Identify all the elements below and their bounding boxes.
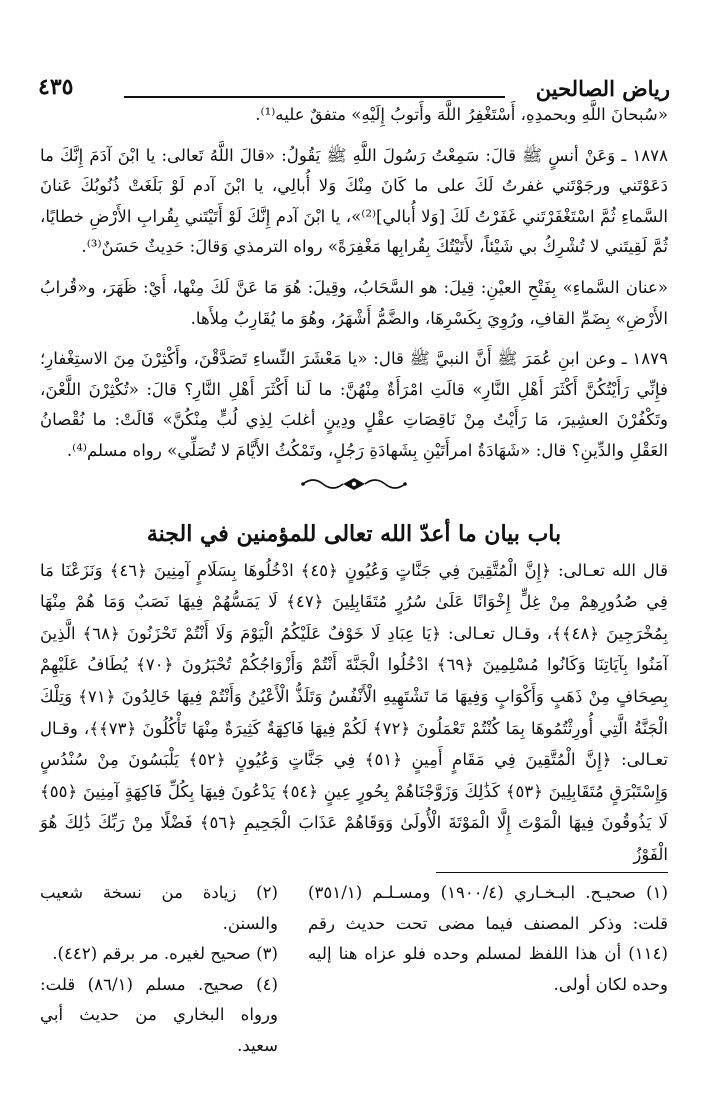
ornament-divider xyxy=(40,473,668,507)
footnote-1: (١) صحيـح. البـخـاري (١٩٠٠/٤) ومسـلـم (٣٥١/١) قلت: وذكر المصنف فيما مضى تحت حديث رقم (١١٤) أن هذا اللفظ لمسلم وحده فلو عزاه هنا إليه وحده لكان أولى. xyxy=(308,883,669,994)
footnote-rule xyxy=(436,872,668,873)
footnote-4: (٤) صحيح. مسلم (٨٦/١) قلت: ورواه البخاري من حديث أبي سعيد. xyxy=(40,974,279,1055)
paragraph-vocabulary: «عنان السَّماءِ» بِفَتْحِ العيْنِ: قِيلَ: هو السَّحَابُ، وقِيلَ: هُوَ مَا عَنَّ لَكَ مِنْها، أَيْ: ظَهَرَ، و«قُرابُ الأَرْضِ» بِضَمِّ القافِ، ورُوِيَ بِكَسْرِهَا، والضَّمُّ أَشْهَرُ، وهُوَ ما يُقَارِبُ مِلأَها. xyxy=(40,277,668,328)
quran-verses: قال الله تعـالى: ﴿إِنَّ الْمُتَّقِينَ فِي جَنَّاتٍ وَعُيُونٍ ﴿٤٥﴾ ادْخُلُوهَا بِسَلَامٍ آمِنِينَ ﴿٤٦﴾ وَنَزَعْنَا مَا فِي صُدُورِهِمْ مِنْ غِلٍّ إِخْوَانًا عَلَىٰ سُرُرٍ مُتَقَابِلِينَ ﴿٤٧﴾ لَا يَمَسُّهُمْ فِيهَا نَصَبٌ وَمَا هُمْ مِنْهَا بِمُخْرَجِينَ ﴿٤٨﴾﴾، وقـال تعـالى: ﴿يَا عِبَادِ لَا خَوْفٌ عَلَيْكُمُ الْيَوْمَ وَلَا أَنْتُمْ تَحْزَنُونَ ﴿٦٨﴾ الَّذِينَ آمَنُوا بِآيَاتِنَا وَكَانُوا مُسْلِمِينَ ﴿٦٩﴾ ادْخُلُوا الْجَنَّةَ أَنْتُمْ وَأَزْوَاجُكُمْ تُحْبَرُونَ ﴿٧٠﴾ يُطَافُ عَلَيْهِمْ بِصِحَافٍ مِنْ ذَهَبٍ وَأَكْوَابٍ وَفِيهَا مَا تَشْتَهِيهِ الْأَنْفُسُ وَتَلَذُّ الْأَعْيُنُ وَأَنْتُمْ فِيهَا خَالِدُونَ ﴿٧١﴾ وَتِلْكَ الْجَنَّةُ الَّتِي أُورِثْتُمُوهَا بِمَا كُنْتُمْ تَعْمَلُونَ ﴿٧٢﴾ لَكُمْ فِيهَا فَاكِهَةٌ كَثِيرَةٌ مِنْهَا تَأْكُلُونَ ﴿٧٣﴾﴾، وقـال تعـالى: ﴿إِنَّ الْمُتَّقِينَ فِي مَقَامٍ أَمِينٍ ﴿٥١﴾ فِي جَنَّاتٍ وَعُيُونٍ ﴿٥٢﴾ يَلْبَسُونَ مِنْ سُنْدُسٍ وَإِسْتَبْرَقٍ مُتَقَابِلِينَ ﴿٥٣﴾ كَذَٰلِكَ وَزَوَّجْنَاهُمْ بِحُورٍ عِينٍ ﴿٥٤﴾ يَدْعُونَ فِيهَا بِكُلِّ فَاكِهَةٍ آمِنِينَ ﴿٥٥﴾ لَا يَذُوقُونَ فِيهَا الْمَوْتَ إِلَّا الْمَوْتَةَ الْأُولَىٰ وَوَقَاهُمْ عَذَابَ الْجَحِيمِ ﴿٥٦﴾ فَضْلًا مِنْ رَبِّكَ ذَٰلِكَ هُوَ الْفَوْزُ xyxy=(40,560,669,864)
footnote-2: (٢) زيادة من نسخة شعيب والسنن. xyxy=(40,883,278,933)
footnotes-column-left xyxy=(40,878,278,1062)
paragraph-closing-dua: «سُبحانَ اللَّهِ وبحمدِهِ، أَسْتَغْفِرُ اللَّهَ وأَتوبُ إِلَيْهِ» متفقٌ عليه⁽¹⁾. xyxy=(255,105,668,124)
ornament-icon xyxy=(299,473,409,495)
footnote-3: (٣) صحيح لغيره. مر برقم (٤٤٢). xyxy=(52,944,278,964)
page-body xyxy=(40,100,668,870)
header-rule xyxy=(124,96,505,98)
footnotes-column-right xyxy=(308,878,668,1000)
footnotes xyxy=(40,878,669,1055)
chapter-heading: باب بيان ما أعدّ الله تعالى للمؤمنين في الجنة xyxy=(146,520,562,547)
paragraph-hadith-1879: ١٨٧٩ ـ وعن ابنِ عُمَرَ ﷺ أَنَّ النبيَّ ﷺ قال: «يا مَعْشَرَ النِّساءِ تَصَدَّقْنَ، وأَكْثِرْنَ مِنَ الاستِغْفارِ؛ فإِنِّي رَأَيْتُكُنَّ أَكْثَرَ أَهْلِ النَّارِ» قالَتِ امْرَأَةٌ مِنْهُنَّ: ما لَنا أَكْثَرَ أَهْلِ النَّارِ؟ قالَ: «تُكْثِرْنَ اللَّعْنَ، وتَكْفُرْنَ العشِيرَ، مَا رَأَيْتُ مِنْ نَاقِصَاتِ عقْلٍ ودِينٍ أغلبَ لِذِي لُبٍّ مِنْكُنَّ» قَالَتْ: ما نُقْصانُ العَقْلِ والدِّينِ؟ قال: «شَهَادَةُ امرأَتَيْنِ بِشَهادَةِ رَجُلٍ، وتَمْكُثُ الأَيَّامَ لا تُصَلِّي» رواه مسلم⁽⁴⁾. xyxy=(40,349,668,460)
page-number: ٤٣٥ xyxy=(38,74,74,100)
book-title: رياض الصالحين xyxy=(535,76,670,101)
paragraph-hadith-1878: ١٨٧٨ ـ وَعَنْ أنسٍ ﷺ قالَ: سَمِعْتُ رَسُولَ اللَّهِ ﷺ يَقُولُ: «قالَ اللَّهُ تَعالى: يا ابْنَ آدَمَ إِنَّكَ ما دَعَوْتَني ورجَوْتَني غفرتُ لَكَ على ما كَانَ مِنْكَ وَلا أُبالِي، يا ابْنَ آدم لَوْ بَلَغَتْ ذُنُوبُكَ عَنانَ السَّماءِ ثُمَّ اسْتَغْفَرْتَني غَفَرْتُ لَكَ [وَلا أُبالي]⁽²⁾»، يا ابْنَ آدم إِنَّكَ لَوْ أَتَيْتَني بِقُرابِ الأَرْضِ خطايًا، ثُمَّ لَقِيتَني لا تُشْرِكُ بي شَيْئاً، لأَتَيْتُكَ بِقُرابِها مَغْفِرَةً» رواه الترمذي وَقالَ: حَدِيثٌ حَسَنٌ⁽³⁾. xyxy=(40,145,668,257)
